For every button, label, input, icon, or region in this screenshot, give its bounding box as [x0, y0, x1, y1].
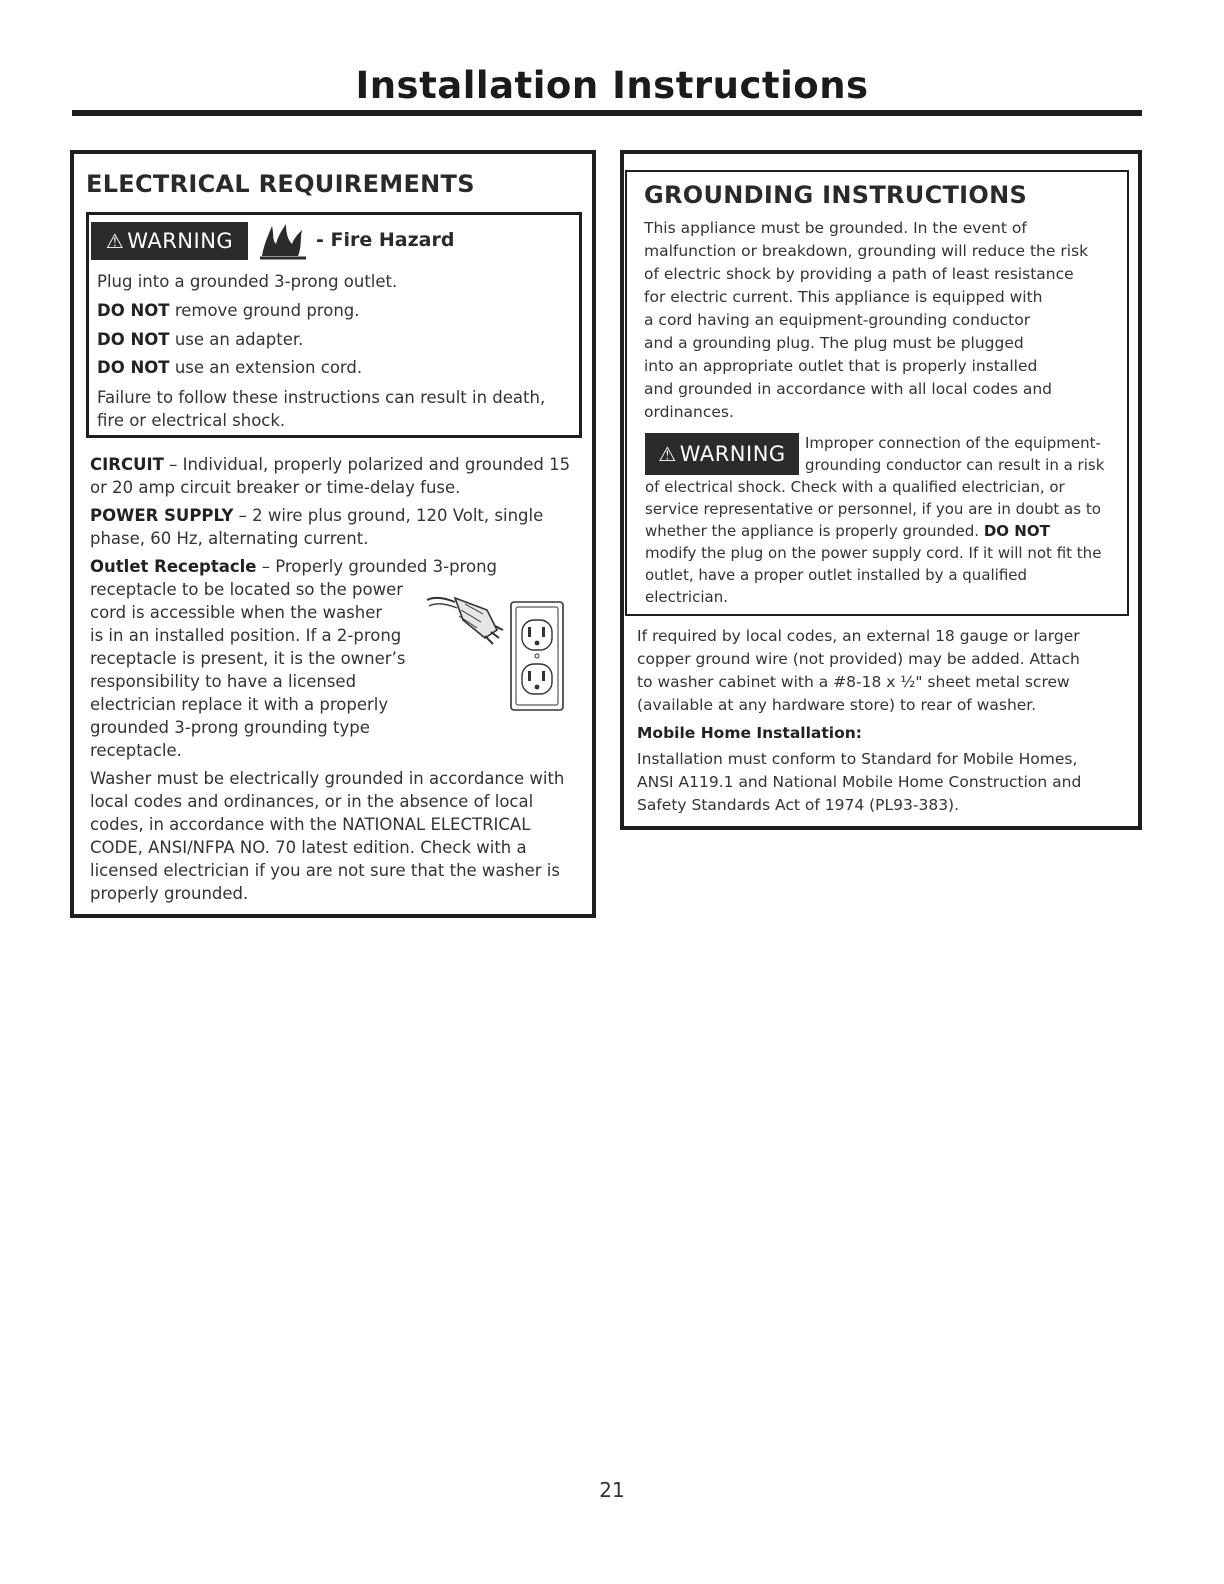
grounded-outlet-illustration — [425, 590, 570, 715]
circuit-line-2: or 20 amp circuit breaker or time-delay fuse. — [90, 478, 461, 497]
outlet-line-0: Outlet Receptacle – Properly grounded 3-prong — [90, 557, 498, 576]
warning-triangle-icon: ⚠ — [658, 442, 677, 466]
power-supply-line-2: phase, 60 Hz, alternating current. — [90, 529, 369, 548]
outlet-line-7: grounded 3-prong grounding type — [90, 718, 370, 737]
warning-line-adapter: DO NOT use an adapter. — [97, 330, 304, 349]
fire-icon — [258, 222, 312, 260]
washer-line-1: local codes and ordinances, or in the absence of local — [90, 792, 534, 811]
warning-badge-label: WARNING — [679, 442, 786, 466]
required-line-1: copper ground wire (not provided) may be added. Attach — [637, 650, 1080, 668]
outlet-line-1: receptacle to be located so the power — [90, 580, 404, 599]
mobile-line-0: Installation must conform to Standard for Mobile Homes, — [637, 750, 1078, 768]
grounding-intro-line-1: malfunction or breakdown, grounding will reduce the risk — [644, 242, 1089, 260]
grounding-intro-line-6: into an appropriate outlet that is properly installed — [644, 357, 1038, 375]
washer-line-0: Washer must be electrically grounded in accordance with — [90, 769, 565, 788]
grounding-intro-line-5: and a grounding plug. The plug must be plugged — [644, 334, 1024, 352]
grounding-intro-line-3: for electric current. This appliance is equipped with — [644, 288, 1043, 306]
grounding-intro-line-7: and grounded in accordance with all local codes and — [644, 380, 1052, 398]
outlet-line-5: responsibility to have a licensed — [90, 672, 357, 691]
grounding-warning-line-0: of electrical shock. Check with a qualified electrician, or — [645, 478, 1065, 496]
warning-failure-line-1: Failure to follow these instructions can result in death, — [97, 388, 546, 407]
page-title: Installation Instructions — [355, 64, 869, 107]
grounding-warning-side-2: grounding conductor can result in a risk — [805, 456, 1105, 474]
warning-failure-line-2: fire or electrical shock. — [97, 411, 286, 430]
grounding-warning-side-1: Improper connection of the equipment- — [805, 434, 1101, 452]
mobile-line-1: ANSI A119.1 and National Mobile Home Construction and — [637, 773, 1082, 791]
power-supply-line-1: POWER SUPPLY – 2 wire plus ground, 120 Volt, single — [90, 506, 544, 525]
grounding-warning-line-4: outlet, have a proper outlet installed by a qualified — [645, 566, 1028, 584]
warning-line-extension: DO NOT use an extension cord. — [97, 358, 363, 377]
warning-line-prong: DO NOT remove ground prong. — [97, 301, 360, 320]
grounding-warning-line-2: whether the appliance is properly grounded. DO NOT — [645, 522, 1050, 540]
grounding-intro-line-2: of electric shock by providing a path of least resistance — [644, 265, 1074, 283]
grounding-heading: GROUNDING INSTRUCTIONS — [644, 181, 1028, 209]
grounding-intro-line-0: This appliance must be grounded. In the event of — [644, 219, 1027, 237]
warning-badge — [91, 222, 248, 260]
required-line-0: If required by local codes, an external 18 gauge or larger — [637, 627, 1080, 645]
warning-triangle-icon: ⚠ — [105, 229, 125, 253]
outlet-line-4: receptacle is present, it is the owner’s — [90, 649, 406, 668]
washer-line-2: codes, in accordance with the NATIONAL ELECTRICAL — [90, 815, 531, 834]
required-line-2: to washer cabinet with a #8-18 x ½" sheet metal screw — [637, 673, 1070, 691]
mobile-home-heading: Mobile Home Installation: — [637, 724, 862, 742]
washer-line-5: properly grounded. — [90, 884, 249, 903]
fire-hazard-label: - Fire Hazard — [316, 229, 455, 251]
washer-line-3: CODE, ANSI/NFPA NO. 70 latest edition. Check with a — [90, 838, 527, 857]
outlet-line-6: electrician replace it with a properly — [90, 695, 389, 714]
grounding-warning-badge — [645, 433, 799, 475]
required-line-3: (available at any hardware store) to rear of washer. — [637, 696, 1037, 714]
mobile-line-2: Safety Standards Act of 1974 (PL93-383). — [637, 796, 960, 814]
outlet-line-2: cord is accessible when the washer — [90, 603, 383, 622]
grounding-intro-line-8: ordinances. — [644, 403, 734, 421]
circuit-line-1: CIRCUIT – Individual, properly polarized and grounded 15 — [90, 455, 571, 474]
grounding-warning-line-3: modify the plug on the power supply cord. If it will not fit the — [645, 544, 1102, 562]
outlet-line-3: is in an installed position. If a 2-prong — [90, 626, 402, 645]
grounding-warning-line-5: electrician. — [645, 588, 728, 606]
page-number: 21 — [599, 1478, 625, 1502]
grounding-intro-line-4: a cord having an equipment-grounding conductor — [644, 311, 1031, 329]
grounding-warning-line-1: service representative or personnel, if you are in doubt as to — [645, 500, 1101, 518]
electrical-heading: ELECTRICAL REQUIREMENTS — [86, 170, 475, 198]
washer-line-4: licensed electrician if you are not sure that the washer is — [90, 861, 560, 880]
title-rule — [72, 110, 1142, 116]
warning-line-plug: Plug into a grounded 3-prong outlet. — [97, 272, 398, 291]
warning-badge-label: WARNING — [127, 229, 234, 253]
outlet-line-8: receptacle. — [90, 741, 182, 760]
